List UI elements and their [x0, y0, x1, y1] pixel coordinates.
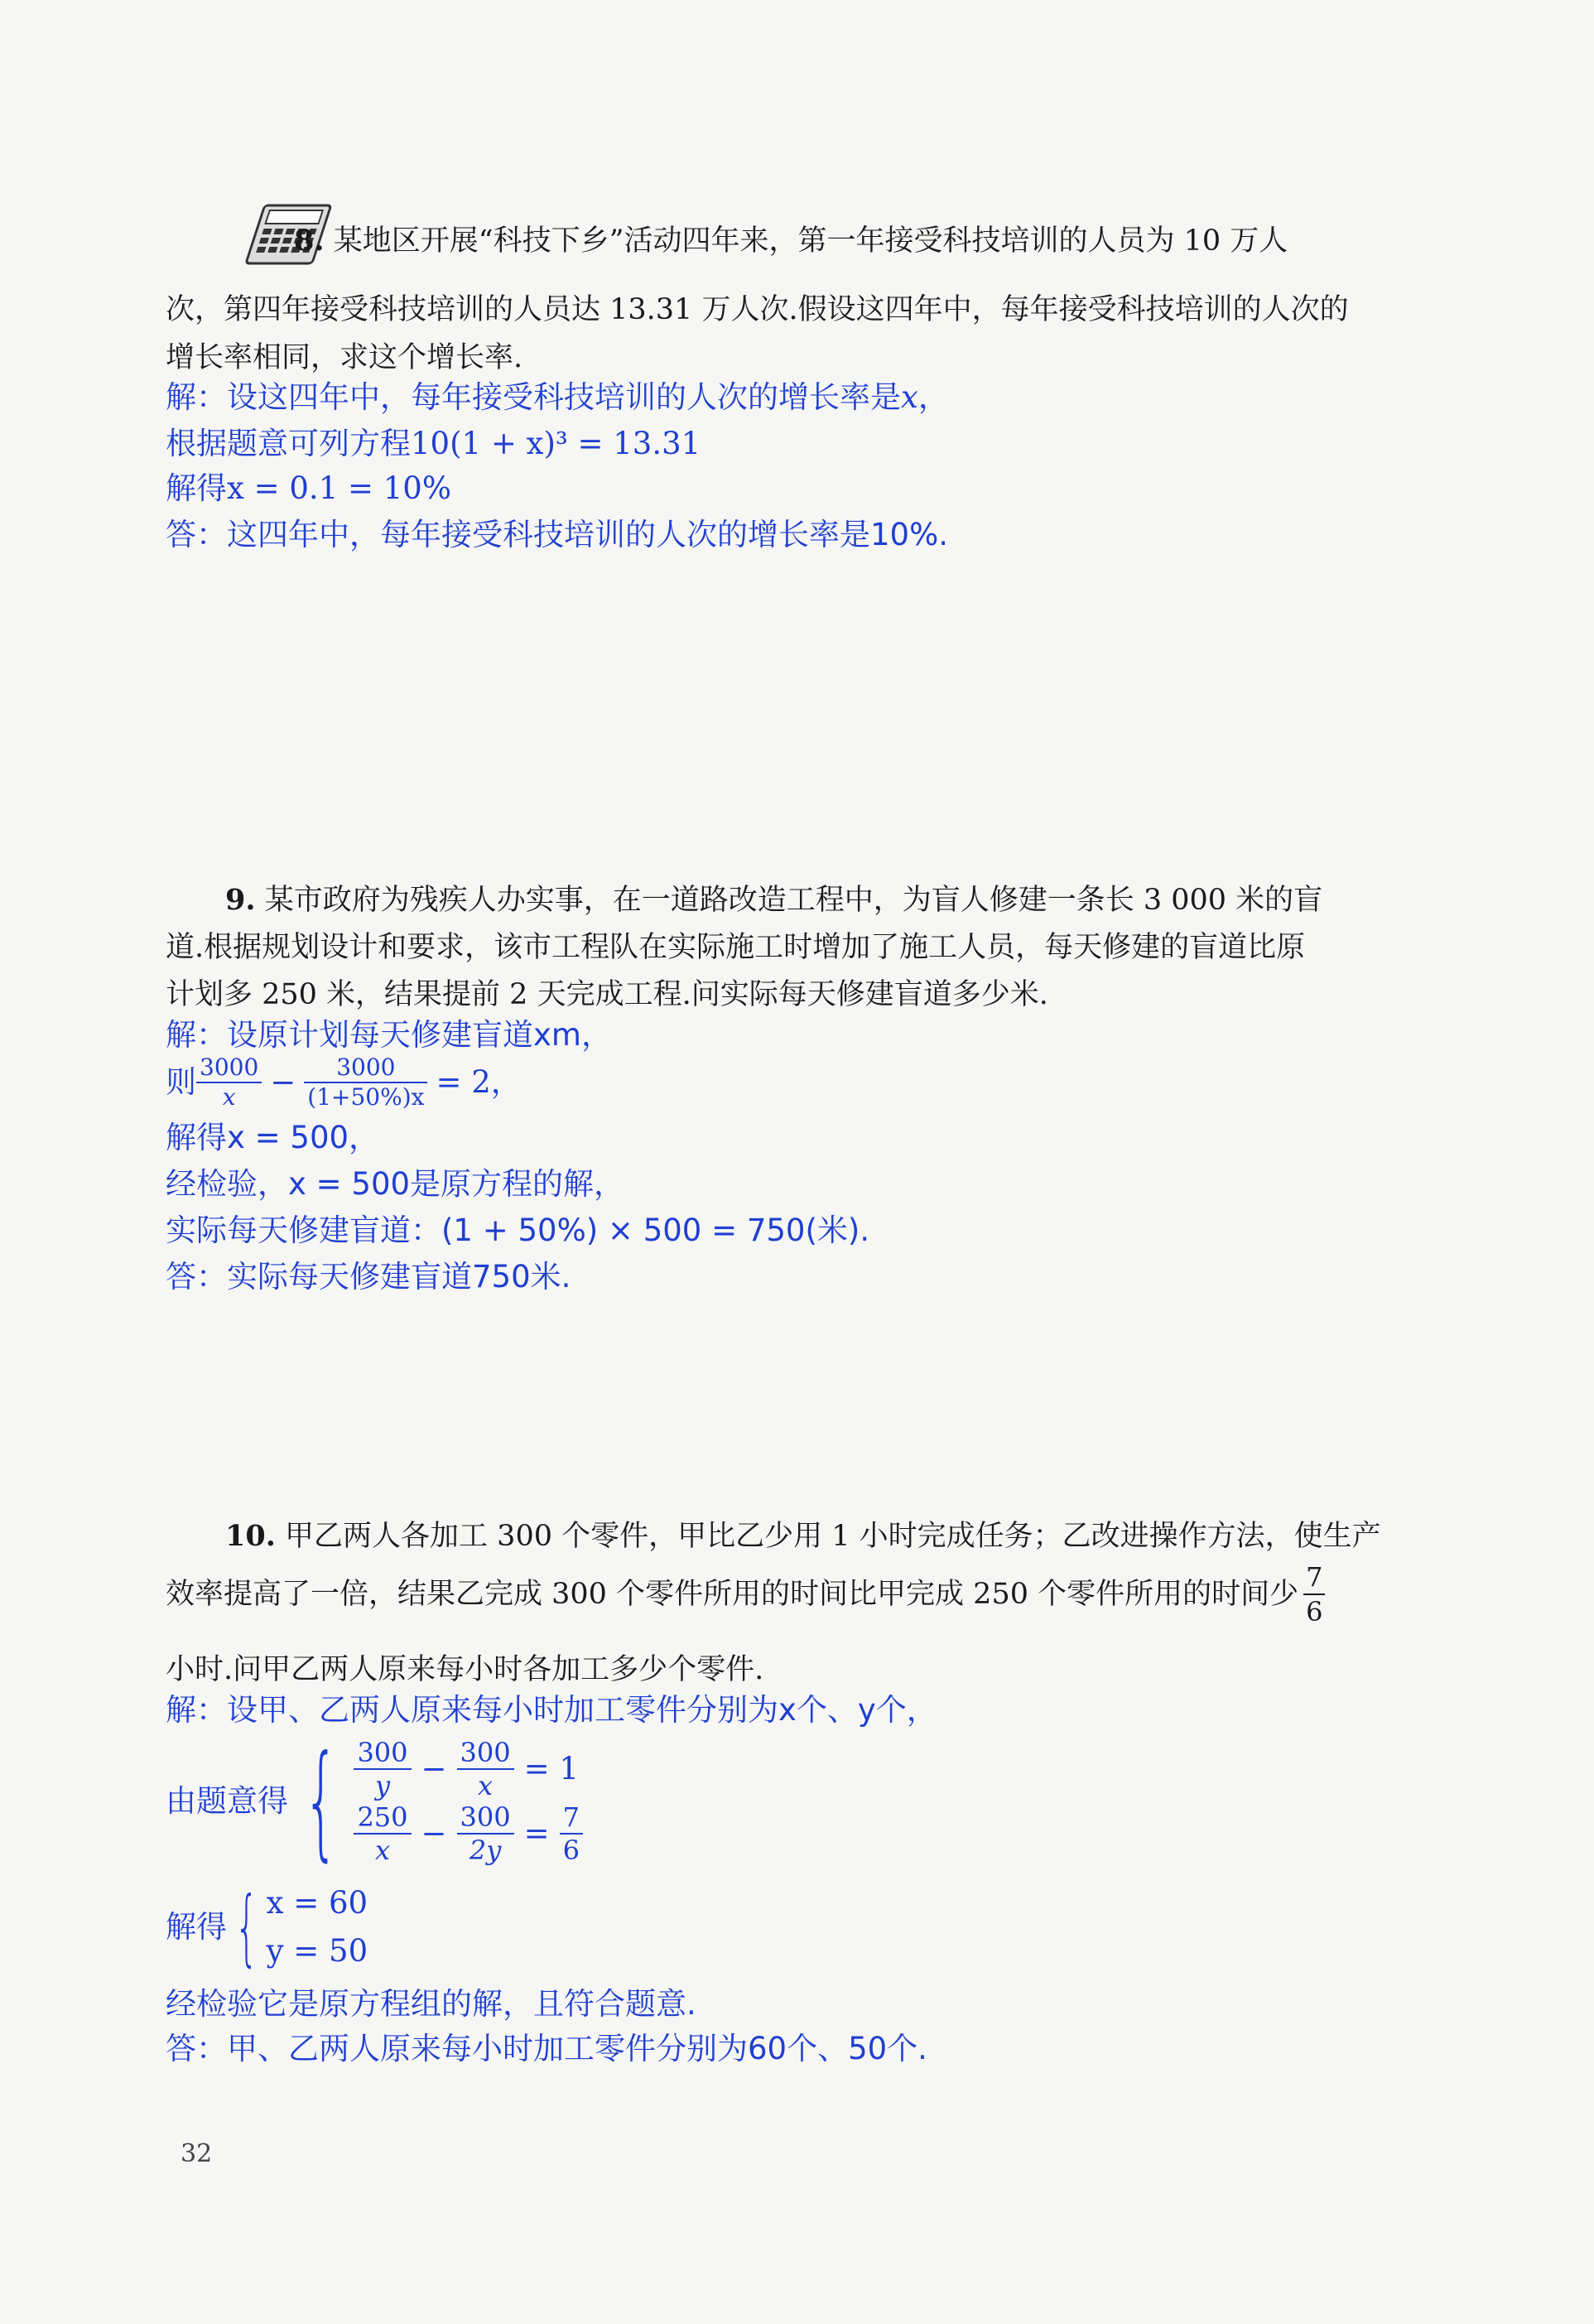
p9-f1-denominator: x [222, 1083, 236, 1111]
p9-fraction-1 [196, 1056, 262, 1109]
p10-equation-system [354, 1739, 583, 1864]
p10-e1-rhs: = 1 [523, 1751, 579, 1786]
p10-equation-1 [354, 1739, 583, 1799]
p10-e1-f2-bot: x [478, 1770, 494, 1801]
p10-ans-l3-pre: 解得 [166, 1909, 227, 1945]
problem-9-answer-line-6: 答：实际每天修建盲道750米. [166, 1259, 571, 1295]
p10-e2-f1-bot: x [374, 1835, 390, 1866]
problem-10-number: 10. [225, 1519, 276, 1553]
problem-10-answer-line-4: 经检验它是原方程组的解，且符合题意. [166, 1986, 696, 2022]
problem-8-answer-line-2 [166, 421, 701, 467]
problem-9-line-1 [225, 876, 1467, 924]
problem-10-answer-line-5: 答：甲、乙两人原来每小时加工零件分别为60个、50个. [166, 2031, 927, 2066]
p8-ans-l3-text: 解得 [166, 470, 227, 506]
p10-e1-fraction-2 [457, 1739, 514, 1799]
p9-minus: − [270, 1064, 296, 1100]
p8-ans-l1-var: x [901, 379, 918, 415]
problem-8-text-3: 增长率相同，求这个增长率. [166, 341, 523, 374]
problem-9-answer-line-5: 实际每天修建盲道：(1 + 50%) × 500 = 750(米). [166, 1213, 870, 1248]
problem-10-fraction [1303, 1561, 1325, 1627]
p10-e1-f1-bot: y [374, 1770, 391, 1801]
p8-ans-l1-text: 解：设这四年中，每年接受科技培训的人次的增长率是 [166, 379, 901, 415]
p8-ans-l1-end: ， [917, 379, 949, 415]
problem-10-line-2 [166, 1561, 1482, 1627]
left-brace-icon: { [303, 1729, 340, 1873]
p10-e2-f2-bot: 2y [469, 1835, 502, 1866]
p10-solution-y: y = 50 [266, 1933, 368, 1969]
problem-10-text-1: 甲乙两人各加工 300 个零件，甲比乙少用 1 小时完成任务；乙改进操作方法，使生产 [285, 1520, 1381, 1553]
p10-e2-equals: = [523, 1815, 550, 1851]
problem-9-answer-line-2 [166, 1054, 522, 1111]
p8-ans-l2-eq: 10(1 + x)³ = 13.31 [411, 426, 701, 461]
problem-10-answer-system [166, 1731, 583, 1872]
problem-8-answer-line-4: 答：这四年中，每年接受科技培训的人次的增长率是10%. [166, 517, 948, 552]
problem-10-text-2: 效率提高了一倍，结果乙完成 300 个零件所用的时间比甲完成 250 个零件所用的时间少 [166, 1578, 1299, 1611]
problem-8-line-1 [294, 217, 1462, 265]
problem-8-answer-line-1 [166, 374, 949, 421]
p10-e2-f2-top: 300 [457, 1804, 514, 1835]
p10-e2-rhs-bot: 6 [562, 1835, 580, 1866]
p10-e1-minus: − [421, 1751, 447, 1786]
problem-10-line-1 [225, 1512, 1467, 1560]
p9-ans-l2-pre: 则 [166, 1064, 196, 1100]
p9-f1-numerator: 3000 [196, 1056, 262, 1083]
problem-9-text-2: 道.根据规划设计和要求，该市工程队在实际施工时增加了施工人员，每天修建的盲道比原 [166, 931, 1306, 964]
p10-e2-minus: − [421, 1815, 447, 1851]
p10-e2-rhs-top: 7 [560, 1804, 583, 1835]
p10-e1-f1-top: 300 [354, 1739, 411, 1770]
problem-8-answer-line-3 [166, 465, 451, 512]
p9-f2-numerator: 3000 [304, 1056, 427, 1083]
p10-e2-fraction-2 [457, 1801, 514, 1866]
problem-8-text-2: 次，第四年接受科技培训的人员达 13.31 万人次.假设这四年中，每年接受科技培训的人次的 [166, 293, 1349, 326]
p9-ans-l2-end: = 2， [436, 1064, 522, 1100]
p10-e2-rhs-fraction [560, 1801, 583, 1866]
problem-9-text-3: 计划多 250 米，结果提前 2 天完成工程.问实际每天修建盲道多少米. [166, 978, 1048, 1011]
p10-e2-fraction-1 [354, 1801, 411, 1866]
problem-10-text-3: 小时.问甲乙两人原来每小时各加工多少个零件. [166, 1653, 764, 1686]
problem-9-number: 9. [225, 883, 256, 917]
p9-f2-denominator: (1+50%)x [307, 1083, 425, 1111]
problem-9-text-1: 某市政府为残疾人办实事，在一道路改造工程中，为盲人修建一条长 3 000 米的盲 [264, 884, 1323, 917]
left-brace-icon: { [234, 1878, 259, 1975]
p10-e2-f1-top: 250 [354, 1804, 411, 1835]
p9-fraction-2 [304, 1056, 427, 1109]
problem-9-answer-line-4: 经检验，x = 500是原方程的解， [166, 1166, 625, 1202]
p10-e1-f2-top: 300 [457, 1739, 514, 1770]
problem-9-answer-line-1: 解：设原计划每天修建盲道xm， [166, 1017, 612, 1053]
p8-ans-l2-text: 根据题意可列方程 [166, 426, 411, 461]
p10-solution-system [267, 1880, 368, 1974]
page-number: 32 [181, 2139, 213, 2168]
problem-10-answer-solution [166, 1878, 368, 1976]
problem-8-text-1: 某地区开展“科技下乡”活动四年来，第一年接受科技培训的人员为 10 万人 [333, 224, 1288, 258]
problem-9-answer-line-3: 解得x = 500， [166, 1120, 380, 1155]
problem-8-number: 8. [294, 224, 325, 258]
problem-10-answer-line-1: 解：设甲、乙两人原来每小时加工零件分别为x个、y个， [166, 1692, 937, 1728]
p8-ans-l3-eq: x = 0.1 = 10% [227, 470, 451, 506]
p10-equation-2 [354, 1801, 583, 1866]
p10-e1-fraction-1 [354, 1739, 411, 1799]
p10-ans-l2-pre: 由题意得 [166, 1783, 288, 1819]
p10-q-frac-numerator: 7 [1303, 1564, 1325, 1595]
p10-q-frac-denominator: 6 [1306, 1596, 1323, 1627]
p10-solution-x: x = 60 [266, 1885, 368, 1921]
